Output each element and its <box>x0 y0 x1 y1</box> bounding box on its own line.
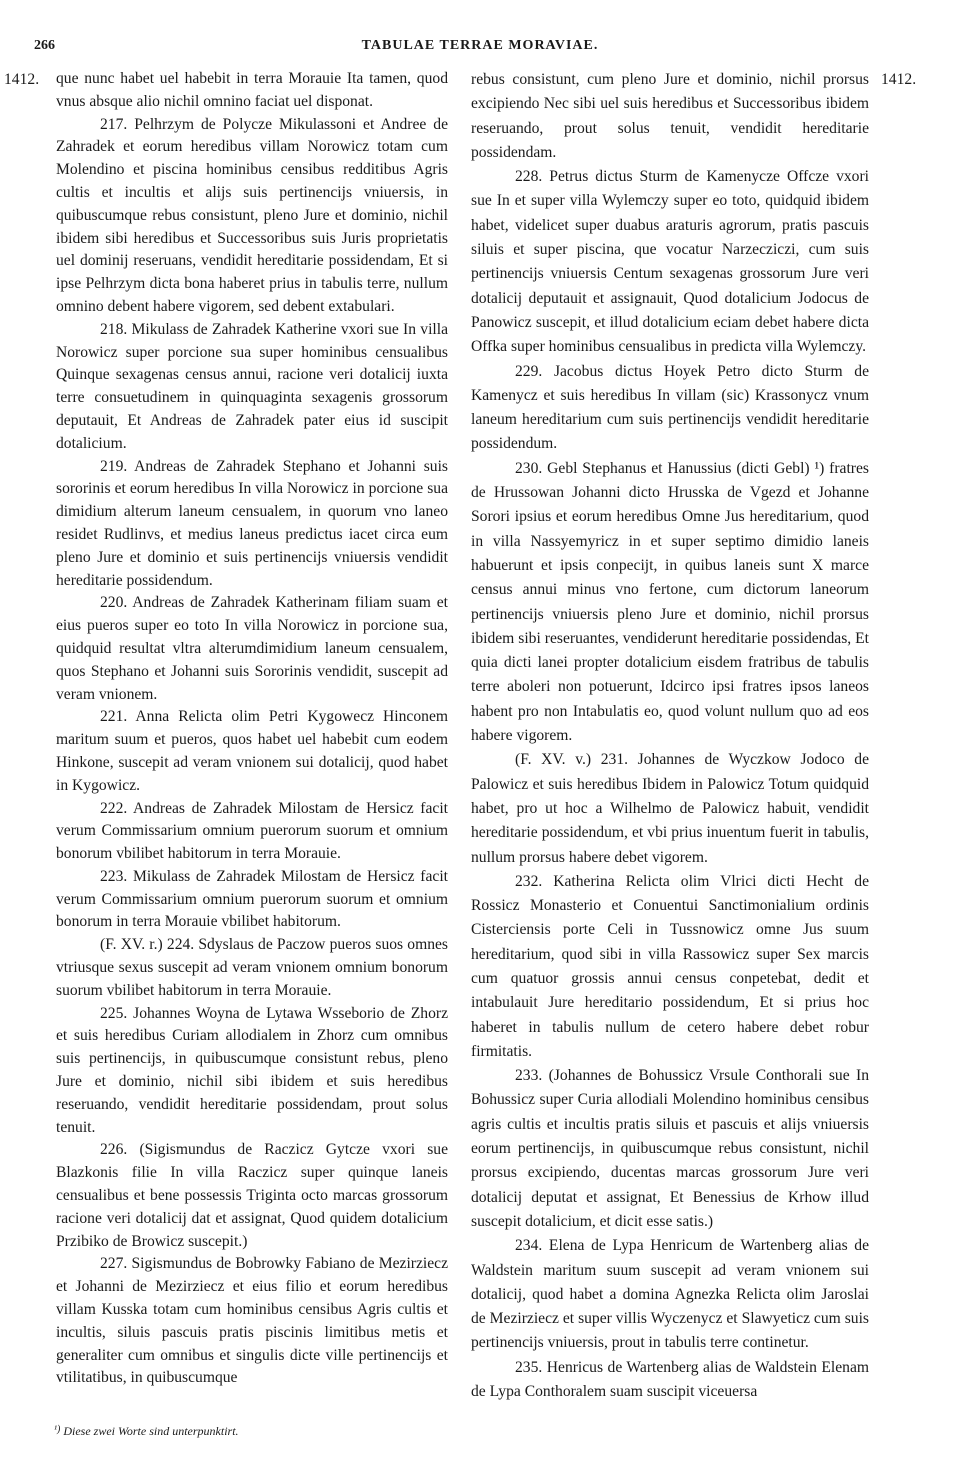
page-title: TABULAE TERRAE MORAVIAE. <box>361 38 599 53</box>
paragraph: 217. Pelhrzym de Polycze Mikulassoni et Andree de Zahradek et eorum heredibus villam Norowicz totam cum Molendino et piscina hominibus censibus redditibus Agris cultis et incultis et alijs suis pertinencijs vniuersis, in quibuscumque rebus consistunt, pleno Jure et dominio, nichil ibidem sibi heredibus et Successoribus suis Juris proprietatis uel dominij reseruans, vendidit hereditarie possidendam, Et si ipse Pelhrzym dicta bona haberet prius in tabulis terre, nullum omnino debent habere vigorem, sed debent extabulari. <box>56 115 448 315</box>
footnote <box>54 1424 239 1439</box>
paragraph: 233. (Johannes de Bohussicz Vrsule Conthorali sue In Bohussicz super Curia allodiali Molendino hominibus censibus agris cultis et incultis pratis siluis et pascuis et alijs vniuersis eorum pertinencijs, in quibuscumque rebus consistunt, nichil prorsus excipiendo, ducentas marcas grossorum Jure veri dotalicij deputat et assignat, Et Benessius de Krhow illud suscepit dotalicium, et dicit esse satis.) <box>471 1067 869 1230</box>
paragraph: 220. Andreas de Zahradek Katherinam filiam suam et eius pueros super eo toto In villa Norowicz in porcione sua, quidquid resultat vltra alterumdimidium laneum censualem, quos Stephano et Johanni suis Sororinis vendidit, suscepit ad veram vnionem. <box>56 594 448 703</box>
paragraph: 222. Andreas de Zahradek Milostam de Hersicz facit verum Commissarium omnium puerorum suorum et omnium bonorum vbilibet habitorum in terra Morauie. <box>56 799 448 863</box>
paragraph: rebus consistunt, cum pleno Jure et dominio, nichil prorsus excipiendo Nec sibi uel suis heredibus et Successoribus ibidem reseruando, prout solus tenuit, vendidit hereditarie possidendam. <box>471 71 869 161</box>
paragraph: 221. Anna Relicta olim Petri Kygowecz Hinconem maritum suum et pueros, quos habet uel habebit cum eodem Hinkone, suscepit ad veram vnionem sui dotalicij, quod habet in Kygowicz. <box>56 708 448 794</box>
paragraph: (F. XV. v.) 231. Johannes de Wyczkow Jodoco de Palowicz et suis heredibus Ibidem in Palowicz Totum quidquid habet, pro ut hoc a Wilhelmo de Palowicz habuit, vendidit hereditarie possidendum, et vbi prius inuentum fuerit in tabulis, nullum prorsus habere debet vigorem. <box>471 751 869 866</box>
footnote-mark: ¹) <box>54 1424 61 1435</box>
right-column <box>471 68 869 1404</box>
page-number: 266 <box>34 38 55 53</box>
paragraph: 228. Petrus dictus Sturm de Kamenycze Offcze vxori sue In et super villa Wylemczy super eo toto, quidquid ibidem habet, videlicet super duabus araturis agrorum, pratis pascuis siluis et super piscina, que vocatur Narzecziczi, cum suis pertinencijs vniuersis Centum sexagenas grossorum Jure veri dotalicij deputauit et assignauit, Quod dotalicium Jodocus de Panowicz suscepit, et illud dotalicium eciam debet habere dicta Offka super hominibus censualibus in predicta villa Wylemczy. <box>471 168 869 356</box>
footnote-text: Diese zwei Worte sind unterpunktirt. <box>63 1424 239 1438</box>
paragraph: 234. Elena de Lypa Henricum de Wartenberg alias de Waldstein maritum suum suscepit ad veram vnionem sui dotalicij, quod habet a domina Agnezka Relicta olim Jaroslai de Mezirziecz et super villis Wyczenycz et Slawyeticz cum suis pertinencijs vniuersis, prout in tabulis terre continetur. <box>471 1237 869 1352</box>
running-header <box>0 38 960 60</box>
paragraph: 235. Henricus de Wartenberg alias de Waldstein Elenam de Lypa Conthoralem suam suscipit viceuersa <box>471 1358 869 1401</box>
left-column <box>56 68 448 1390</box>
paragraph: 230. Gebl Stephanus et Hanussius (dicti Gebl) ¹) fratres de Hrussowan Johanni dicto Hrusska de Vgezd et Johanne Sorori ipsius et eorum heredibus Omne Jus hereditarium, quod in villa Nassyemyricz in et super septimo dimidio laneis habuerunt et ipsis conpecijt, in quibus laneis sunt X marce census annui minus vno fertone, cum dictorum laneorum pertinencijs vniuersis pleno Jure et dominio, nichil prorsus ibidem sibi reseruantes, vendiderunt hereditarie possidendas, Et quia dicti lanei propter dotalicium eisdem fratribus de tabulis terre aboleri non potuerunt, Idcirco ipsi fratres ipsos laneos habent pro non Intabulatis eo, quod volunt nullum quo ad eos habere vigorem. <box>471 459 869 745</box>
margin-year-left: 1412. <box>4 71 40 88</box>
paragraph: 227. Sigismundus de Bobrowky Fabiano de Mezirziecz et Johanni de Mezirziecz et eius filio et eorum heredibus villam Kusska totam cum hominibus censibus Agris cultis et incultis, siluis pascuis pratis piscinis limitibus metis et generaliter cum omnibus et singulis dicte ville pertinencijs et vtilitatibus, in quibuscumque <box>56 1255 448 1387</box>
paragraph: 223. Mikulass de Zahradek Milostam de Hersicz facit verum Commissarium omnium puerorum suorum et omnium bonorum in terra Morauie vbilibet habitorum. <box>56 867 448 931</box>
paragraph: 218. Mikulass de Zahradek Katherine vxori sue In villa Norowicz super porcione sua super hominibus censualibus Quinque sexagenas census annui, racione veri dotalicij iuxta terre consuetudinem in quinquaginta sexagenis grossorum deputauit, Et Andreas de Zahradek pater eius id suscipit dotalicium. <box>56 320 448 452</box>
paragraph: 226. (Sigismundus de Raczicz Gytcze vxori sue Blazkonis filie In villa Raczicz super quinque laneis censualibus et bene possessis Triginta octo marcas grossorum racione veri dotalicij dat et assignat, Quod quidem dotalicium Przibiko de Browicz suscepit.) <box>56 1141 448 1250</box>
paragraph: que nunc habet uel habebit in terra Morauie Ita tamen, quod vnus absque alio nichil omnino faciat uel disponat. <box>56 70 448 110</box>
paragraph: (F. XV. r.) 224. Sdyslaus de Paczow pueros suos omnes vtriusque sexus suscepit ad veram vnionem omnium bonorum suorum vbilibet habitorum in terra Morauie. <box>56 936 448 999</box>
paragraph: 225. Johannes Woyna de Lytawa Wsseborio de Zhorz et suis heredibus Curiam allodialem in Zhorz cum omnibus suis pertinencijs, in quibuscumque consistunt rebus, pleno Jure et dominio, nichil sibi ibidem et suis heredibus reseruando, vendidit hereditarie possidendam, prout solus tenuit. <box>56 1004 448 1136</box>
paragraph: 219. Andreas de Zahradek Stephano et Johanni suis sororinis et eorum heredibus In villa Norowicz in porcione sua dimidium alterum laneum censualem, in quorum vno laneo residet Rudlinvs, et medius laneus predictus iacet circa eum pleno Jure et dominio et suis pertinencijs vniuersis vendidit hereditarie possidendum. <box>56 457 448 589</box>
paragraph: 229. Jacobus dictus Hoyek Petro dicto Sturm de Kamenycz et suis heredibus In villam (sic) Krassonycz vnum laneum hereditarium cum suis pertinencijs vendidit hereditarie possidendum. <box>471 362 869 453</box>
paragraph: 232. Katherina Relicta olim Vlrici dicti Hecht de Rossicz Monasterio et Conuentui Sanctimonialium ordinis Cisterciensis porte Celi in Tussnowicz omne Jus suum hereditarium, quod sibi in villa Rassowicz super Sex marcis cum quatuor grossis annui census conpetebat, dedit et intabulauit Jure hereditario possidendum, Et si prius hoc haberet in tabulis nullum de cetero habere debet robur firmitatis. <box>471 872 869 1060</box>
margin-year-right: 1412. <box>881 71 917 88</box>
